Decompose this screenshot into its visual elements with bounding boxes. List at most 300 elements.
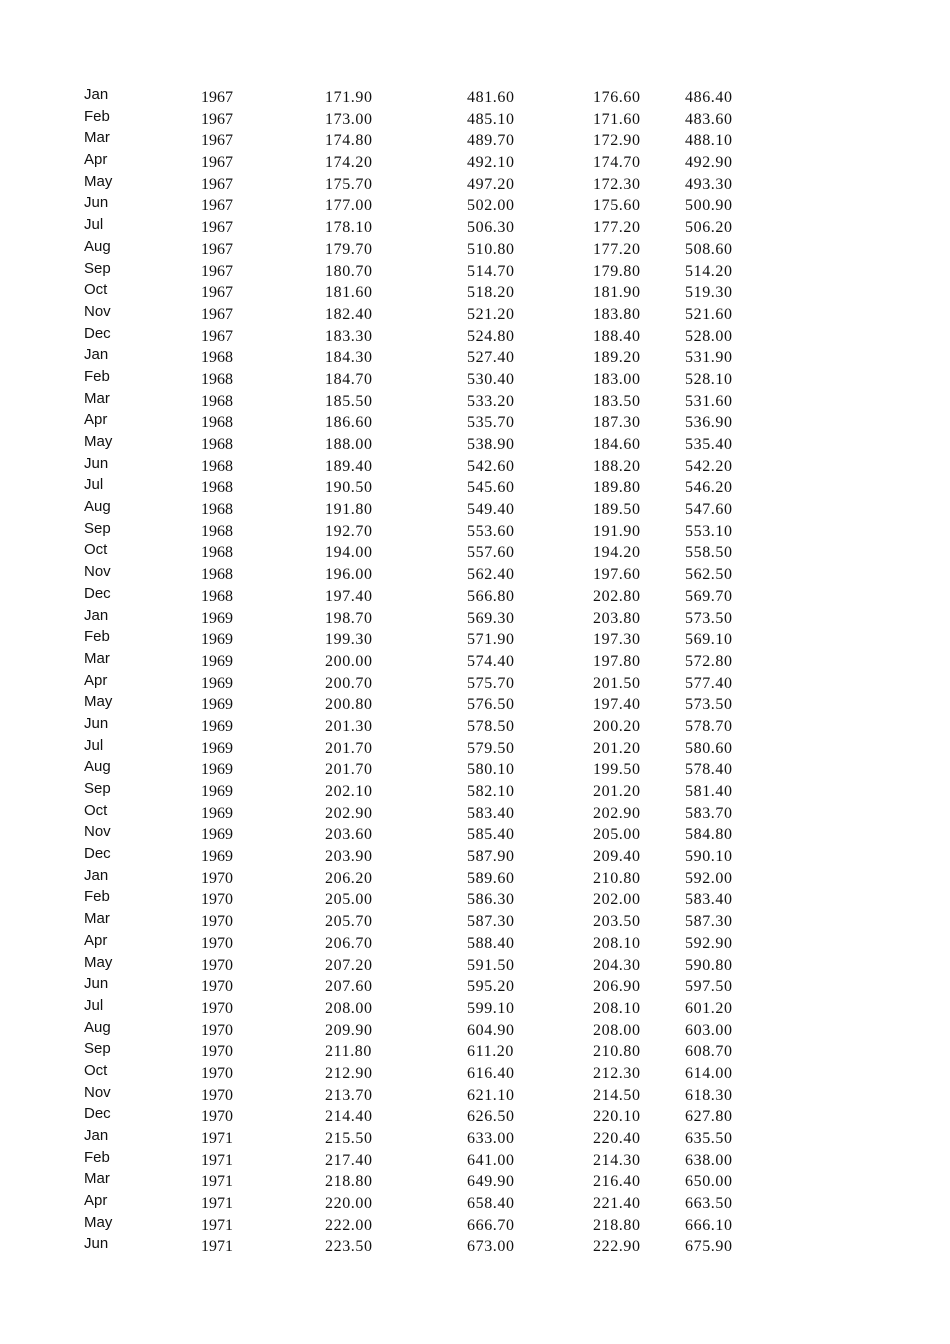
table-row xyxy=(0,152,950,174)
value-4-cell: 553.10 xyxy=(685,522,733,540)
value-2-cell: 621.10 xyxy=(467,1086,515,1104)
value-2-cell: 616.40 xyxy=(467,1064,515,1082)
value-3-cell: 194.20 xyxy=(593,544,641,562)
value-2-cell: 586.30 xyxy=(467,891,515,909)
value-2-cell: 588.40 xyxy=(467,934,515,952)
value-1-cell: 203.90 xyxy=(325,848,373,866)
month-cell: Oct xyxy=(84,801,108,819)
value-2-cell: 514.70 xyxy=(467,262,515,280)
month-cell: Jan xyxy=(84,86,109,103)
value-3-cell: 206.90 xyxy=(593,978,641,996)
value-3-cell: 172.90 xyxy=(593,132,641,150)
value-1-cell: 208.00 xyxy=(325,999,373,1017)
year-cell: 1968 xyxy=(201,479,233,497)
value-3-cell: 208.10 xyxy=(593,934,641,952)
year-cell: 1969 xyxy=(201,848,233,866)
value-1-cell: 191.80 xyxy=(325,501,373,519)
value-2-cell: 589.60 xyxy=(467,869,515,887)
value-4-cell: 521.60 xyxy=(685,305,733,323)
value-2-cell: 666.70 xyxy=(467,1216,515,1234)
value-3-cell: 183.50 xyxy=(593,392,641,410)
value-4-cell: 590.10 xyxy=(685,848,733,866)
value-2-cell: 492.10 xyxy=(467,154,515,172)
value-4-cell: 635.50 xyxy=(685,1130,733,1147)
month-cell: Feb xyxy=(84,888,110,906)
value-2-cell: 518.20 xyxy=(467,284,515,302)
table-row xyxy=(0,694,950,716)
value-2-cell: 649.90 xyxy=(467,1173,515,1191)
table-row xyxy=(0,564,950,586)
value-3-cell: 212.30 xyxy=(593,1064,641,1082)
value-3-cell: 177.20 xyxy=(593,219,641,237)
month-cell: Jun xyxy=(84,194,109,212)
value-1-cell: 214.40 xyxy=(325,1108,373,1126)
value-2-cell: 673.00 xyxy=(467,1238,515,1256)
year-cell: 1970 xyxy=(201,913,233,931)
value-3-cell: 199.50 xyxy=(593,761,641,779)
value-4-cell: 488.10 xyxy=(685,132,733,150)
table-row xyxy=(0,87,950,109)
value-1-cell: 197.40 xyxy=(325,587,373,605)
value-4-cell: 608.70 xyxy=(685,1043,733,1061)
value-3-cell: 188.20 xyxy=(593,457,641,475)
value-4-cell: 590.80 xyxy=(685,956,733,974)
value-3-cell: 220.40 xyxy=(593,1130,641,1147)
value-3-cell: 201.20 xyxy=(593,739,641,757)
year-cell: 1967 xyxy=(201,175,233,193)
table-row xyxy=(0,998,950,1020)
table-row xyxy=(0,651,950,673)
value-1-cell: 223.50 xyxy=(325,1238,373,1256)
value-4-cell: 528.10 xyxy=(685,370,733,388)
table-row xyxy=(0,1041,950,1063)
table-row xyxy=(0,911,950,933)
value-4-cell: 562.50 xyxy=(685,566,733,584)
month-cell: Aug xyxy=(84,758,111,776)
value-3-cell: 221.40 xyxy=(593,1195,641,1213)
value-3-cell: 188.40 xyxy=(593,327,641,345)
table-row xyxy=(0,391,950,413)
month-cell: Nov xyxy=(84,1083,111,1101)
month-cell: May xyxy=(84,172,113,190)
value-4-cell: 506.20 xyxy=(685,219,733,237)
month-cell: Dec xyxy=(84,1105,111,1123)
table-row xyxy=(0,109,950,131)
value-4-cell: 492.90 xyxy=(685,154,733,172)
value-4-cell: 547.60 xyxy=(685,501,733,519)
value-2-cell: 506.30 xyxy=(467,219,515,237)
value-4-cell: 558.50 xyxy=(685,544,733,562)
value-1-cell: 184.70 xyxy=(325,370,373,388)
value-1-cell: 178.10 xyxy=(325,219,373,237)
value-2-cell: 538.90 xyxy=(467,436,515,453)
table-row xyxy=(0,803,950,825)
year-cell: 1971 xyxy=(201,1151,233,1169)
month-cell: Sep xyxy=(84,519,111,537)
month-cell: May xyxy=(84,1213,113,1231)
value-2-cell: 566.80 xyxy=(467,587,515,605)
year-cell: 1969 xyxy=(201,696,233,714)
month-cell: Feb xyxy=(84,1148,110,1166)
table-row xyxy=(0,933,950,955)
month-cell: Nov xyxy=(84,302,111,320)
table-row xyxy=(0,347,950,369)
value-2-cell: 527.40 xyxy=(467,349,515,367)
value-3-cell: 214.50 xyxy=(593,1086,641,1104)
table-row xyxy=(0,130,950,152)
value-3-cell: 171.60 xyxy=(593,110,641,128)
month-cell: Nov xyxy=(84,563,111,581)
year-cell: 1970 xyxy=(201,1086,233,1104)
value-2-cell: 604.90 xyxy=(467,1021,515,1039)
value-2-cell: 489.70 xyxy=(467,132,515,150)
table-row xyxy=(0,1171,950,1193)
table-row xyxy=(0,521,950,543)
value-4-cell: 528.00 xyxy=(685,327,733,345)
value-3-cell: 189.20 xyxy=(593,349,641,367)
year-cell: 1970 xyxy=(201,978,233,996)
value-3-cell: 177.20 xyxy=(593,240,641,258)
year-cell: 1967 xyxy=(201,240,233,258)
value-4-cell: 650.00 xyxy=(685,1173,733,1191)
month-cell: Sep xyxy=(84,259,111,277)
value-1-cell: 206.70 xyxy=(325,934,373,952)
value-1-cell: 218.80 xyxy=(325,1173,373,1191)
table-row xyxy=(0,976,950,998)
value-2-cell: 576.50 xyxy=(467,696,515,714)
table-row xyxy=(0,608,950,630)
year-cell: 1968 xyxy=(201,392,233,410)
value-2-cell: 497.20 xyxy=(467,175,515,193)
value-2-cell: 599.10 xyxy=(467,999,515,1017)
value-2-cell: 575.70 xyxy=(467,674,515,692)
value-1-cell: 209.90 xyxy=(325,1021,373,1039)
year-cell: 1969 xyxy=(201,717,233,735)
value-2-cell: 535.70 xyxy=(467,414,515,432)
value-3-cell: 201.20 xyxy=(593,783,641,800)
value-2-cell: 587.30 xyxy=(467,913,515,931)
value-2-cell: 658.40 xyxy=(467,1195,515,1213)
month-cell: Oct xyxy=(84,541,108,559)
year-cell: 1970 xyxy=(201,1021,233,1039)
table-row xyxy=(0,738,950,760)
month-cell: Jul xyxy=(84,216,104,234)
value-4-cell: 583.70 xyxy=(685,804,733,822)
value-4-cell: 573.50 xyxy=(685,609,733,627)
month-cell: Sep xyxy=(84,780,111,797)
value-2-cell: 611.20 xyxy=(467,1043,515,1061)
value-3-cell: 189.80 xyxy=(593,479,641,497)
table-row xyxy=(0,759,950,781)
value-1-cell: 201.30 xyxy=(325,717,373,735)
year-cell: 1968 xyxy=(201,587,233,605)
value-4-cell: 675.90 xyxy=(685,1238,733,1256)
value-1-cell: 199.30 xyxy=(325,631,373,649)
value-1-cell: 179.70 xyxy=(325,240,373,258)
table-row xyxy=(0,499,950,521)
month-cell: Sep xyxy=(84,1040,111,1058)
value-3-cell: 209.40 xyxy=(593,848,641,866)
year-cell: 1967 xyxy=(201,262,233,280)
value-2-cell: 641.00 xyxy=(467,1151,515,1169)
month-cell: Apr xyxy=(84,151,108,169)
value-4-cell: 531.90 xyxy=(685,349,733,367)
value-3-cell: 214.30 xyxy=(593,1151,641,1169)
value-4-cell: 592.90 xyxy=(685,934,733,952)
table-row xyxy=(0,282,950,304)
value-3-cell: 208.00 xyxy=(593,1021,641,1039)
table-row xyxy=(0,412,950,434)
value-3-cell: 172.30 xyxy=(593,175,641,193)
year-cell: 1970 xyxy=(201,891,233,909)
value-3-cell: 179.80 xyxy=(593,262,641,280)
value-2-cell: 485.10 xyxy=(467,110,515,128)
month-cell: Jan xyxy=(84,1127,109,1144)
table-row xyxy=(0,1106,950,1128)
month-cell: Mar xyxy=(84,910,110,928)
value-4-cell: 578.40 xyxy=(685,761,733,779)
value-4-cell: 531.60 xyxy=(685,392,733,410)
value-1-cell: 205.70 xyxy=(325,913,373,931)
month-cell: Apr xyxy=(84,931,108,949)
value-1-cell: 207.20 xyxy=(325,956,373,974)
value-3-cell: 201.50 xyxy=(593,674,641,692)
value-4-cell: 601.20 xyxy=(685,999,733,1017)
value-4-cell: 583.40 xyxy=(685,891,733,909)
table-row xyxy=(0,1085,950,1107)
month-cell: May xyxy=(84,693,113,711)
value-2-cell: 549.40 xyxy=(467,501,515,519)
data-table xyxy=(0,87,950,1258)
month-cell: Mar xyxy=(84,649,110,667)
year-cell: 1967 xyxy=(201,132,233,150)
value-3-cell: 200.20 xyxy=(593,717,641,735)
value-2-cell: 585.40 xyxy=(467,826,515,844)
value-3-cell: 208.10 xyxy=(593,999,641,1017)
value-3-cell: 203.80 xyxy=(593,609,641,627)
value-1-cell: 192.70 xyxy=(325,522,373,540)
month-cell: Mar xyxy=(84,389,110,407)
value-4-cell: 614.00 xyxy=(685,1064,733,1082)
year-cell: 1967 xyxy=(201,110,233,128)
month-cell: Jan xyxy=(84,866,109,884)
value-1-cell: 182.40 xyxy=(325,305,373,323)
value-1-cell: 213.70 xyxy=(325,1086,373,1104)
value-4-cell: 536.90 xyxy=(685,414,733,432)
month-cell: Jan xyxy=(84,606,109,624)
year-cell: 1967 xyxy=(201,154,233,172)
value-1-cell: 200.00 xyxy=(325,652,373,670)
value-3-cell: 203.50 xyxy=(593,913,641,931)
year-cell: 1970 xyxy=(201,869,233,887)
value-3-cell: 174.70 xyxy=(593,154,641,172)
month-cell: Dec xyxy=(84,584,111,602)
month-cell: Apr xyxy=(84,411,108,429)
year-cell: 1971 xyxy=(201,1238,233,1256)
value-2-cell: 587.90 xyxy=(467,848,515,866)
value-4-cell: 581.40 xyxy=(685,783,733,800)
value-2-cell: 633.00 xyxy=(467,1130,515,1147)
month-cell: Apr xyxy=(84,671,108,689)
table-row xyxy=(0,1020,950,1042)
year-cell: 1968 xyxy=(201,522,233,540)
month-cell: Feb xyxy=(84,107,110,125)
table-row xyxy=(0,868,950,890)
year-cell: 1969 xyxy=(201,804,233,822)
value-4-cell: 592.00 xyxy=(685,869,733,887)
value-2-cell: 571.90 xyxy=(467,631,515,649)
year-cell: 1969 xyxy=(201,739,233,757)
value-4-cell: 580.60 xyxy=(685,739,733,757)
value-1-cell: 205.00 xyxy=(325,891,373,909)
value-1-cell: 201.70 xyxy=(325,739,373,757)
value-2-cell: 582.10 xyxy=(467,783,515,800)
value-3-cell: 216.40 xyxy=(593,1173,641,1191)
value-3-cell: 220.10 xyxy=(593,1108,641,1126)
month-cell: May xyxy=(84,433,113,450)
year-cell: 1969 xyxy=(201,631,233,649)
value-2-cell: 553.60 xyxy=(467,522,515,540)
value-1-cell: 217.40 xyxy=(325,1151,373,1169)
value-1-cell: 174.20 xyxy=(325,154,373,172)
value-1-cell: 184.30 xyxy=(325,349,373,367)
value-4-cell: 483.60 xyxy=(685,110,733,128)
table-row xyxy=(0,955,950,977)
value-2-cell: 502.00 xyxy=(467,197,515,215)
value-1-cell: 202.10 xyxy=(325,783,373,800)
value-2-cell: 542.60 xyxy=(467,457,515,475)
value-4-cell: 597.50 xyxy=(685,978,733,996)
month-cell: Apr xyxy=(84,1192,108,1210)
value-2-cell: 562.40 xyxy=(467,566,515,584)
value-1-cell: 174.80 xyxy=(325,132,373,150)
value-3-cell: 202.00 xyxy=(593,891,641,909)
month-cell: Jun xyxy=(84,975,109,993)
year-cell: 1970 xyxy=(201,1043,233,1061)
year-cell: 1970 xyxy=(201,1064,233,1082)
table-row xyxy=(0,1215,950,1237)
month-cell: Jun xyxy=(84,1235,109,1253)
value-3-cell: 197.80 xyxy=(593,652,641,670)
table-row xyxy=(0,1128,950,1150)
value-3-cell: 205.00 xyxy=(593,826,641,844)
year-cell: 1967 xyxy=(201,284,233,302)
value-1-cell: 194.00 xyxy=(325,544,373,562)
table-row xyxy=(0,846,950,868)
value-1-cell: 207.60 xyxy=(325,978,373,996)
value-3-cell: 197.30 xyxy=(593,631,641,649)
value-2-cell: 524.80 xyxy=(467,327,515,345)
value-2-cell: 626.50 xyxy=(467,1108,515,1126)
year-cell: 1969 xyxy=(201,826,233,844)
value-4-cell: 542.20 xyxy=(685,457,733,475)
table-row xyxy=(0,174,950,196)
table-row xyxy=(0,1236,950,1258)
value-4-cell: 572.80 xyxy=(685,652,733,670)
value-2-cell: 578.50 xyxy=(467,717,515,735)
year-cell: 1968 xyxy=(201,436,233,453)
year-cell: 1967 xyxy=(201,197,233,215)
month-cell: Aug xyxy=(84,498,111,516)
value-1-cell: 186.60 xyxy=(325,414,373,432)
value-3-cell: 210.80 xyxy=(593,1043,641,1061)
value-2-cell: 510.80 xyxy=(467,240,515,258)
value-2-cell: 530.40 xyxy=(467,370,515,388)
value-4-cell: 663.50 xyxy=(685,1195,733,1213)
table-row xyxy=(0,716,950,738)
year-cell: 1970 xyxy=(201,1108,233,1126)
value-1-cell: 185.50 xyxy=(325,392,373,410)
year-cell: 1968 xyxy=(201,349,233,367)
month-cell: Jun xyxy=(84,454,109,472)
value-4-cell: 493.30 xyxy=(685,175,733,193)
year-cell: 1969 xyxy=(201,652,233,670)
value-1-cell: 171.90 xyxy=(325,89,373,106)
value-1-cell: 196.00 xyxy=(325,566,373,584)
value-1-cell: 189.40 xyxy=(325,457,373,475)
value-4-cell: 573.50 xyxy=(685,696,733,714)
value-3-cell: 204.30 xyxy=(593,956,641,974)
value-1-cell: 180.70 xyxy=(325,262,373,280)
year-cell: 1968 xyxy=(201,457,233,475)
value-3-cell: 222.90 xyxy=(593,1238,641,1256)
value-4-cell: 569.10 xyxy=(685,631,733,649)
value-3-cell: 218.80 xyxy=(593,1216,641,1234)
table-row xyxy=(0,1193,950,1215)
month-cell: Jul xyxy=(84,996,104,1014)
year-cell: 1969 xyxy=(201,674,233,692)
value-1-cell: 220.00 xyxy=(325,1195,373,1213)
value-3-cell: 176.60 xyxy=(593,89,641,106)
value-2-cell: 533.20 xyxy=(467,392,515,410)
value-4-cell: 508.60 xyxy=(685,240,733,258)
year-cell: 1971 xyxy=(201,1216,233,1234)
year-cell: 1967 xyxy=(201,327,233,345)
table-row xyxy=(0,781,950,803)
year-cell: 1967 xyxy=(201,219,233,237)
value-1-cell: 183.30 xyxy=(325,327,373,345)
value-3-cell: 202.80 xyxy=(593,587,641,605)
value-2-cell: 580.10 xyxy=(467,761,515,779)
value-4-cell: 514.20 xyxy=(685,262,733,280)
value-1-cell: 211.80 xyxy=(325,1043,373,1061)
value-4-cell: 500.90 xyxy=(685,197,733,215)
value-2-cell: 591.50 xyxy=(467,956,515,974)
year-cell: 1971 xyxy=(201,1130,233,1147)
value-4-cell: 546.20 xyxy=(685,479,733,497)
value-1-cell: 190.50 xyxy=(325,479,373,497)
month-cell: Aug xyxy=(84,237,111,255)
table-row xyxy=(0,586,950,608)
month-cell: Mar xyxy=(84,1170,110,1188)
value-1-cell: 198.70 xyxy=(325,609,373,627)
value-2-cell: 595.20 xyxy=(467,978,515,996)
value-1-cell: 206.20 xyxy=(325,869,373,887)
table-row xyxy=(0,629,950,651)
month-cell: Nov xyxy=(84,823,111,841)
value-1-cell: 202.90 xyxy=(325,804,373,822)
value-4-cell: 584.80 xyxy=(685,826,733,844)
month-cell: Dec xyxy=(84,324,111,342)
year-cell: 1969 xyxy=(201,761,233,779)
value-3-cell: 191.90 xyxy=(593,522,641,540)
year-cell: 1971 xyxy=(201,1173,233,1191)
value-2-cell: 481.60 xyxy=(467,89,515,106)
value-1-cell: 175.70 xyxy=(325,175,373,193)
year-cell: 1968 xyxy=(201,501,233,519)
year-cell: 1969 xyxy=(201,609,233,627)
value-1-cell: 215.50 xyxy=(325,1130,373,1147)
